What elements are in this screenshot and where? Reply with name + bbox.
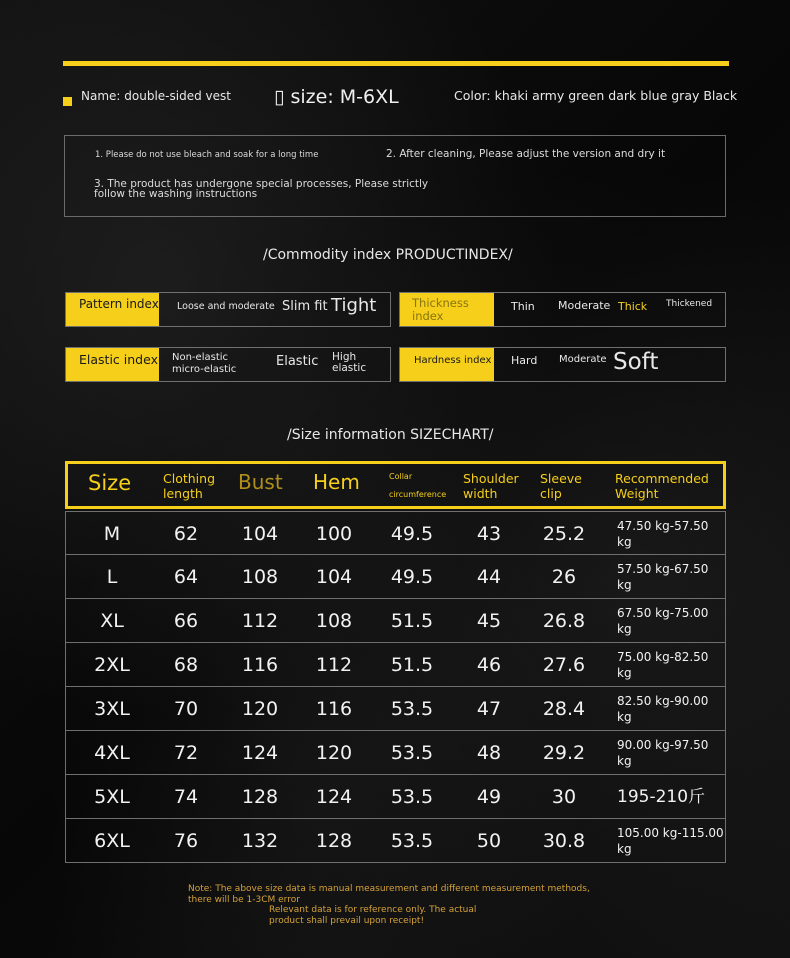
table-cell: 53.5 xyxy=(390,830,434,852)
table-cell: 44 xyxy=(476,566,502,588)
table-cell: 104 xyxy=(241,523,279,545)
top-accent-bar xyxy=(63,61,729,66)
measurement-note: Note: The above size data is manual measurement and different measurement methods, there will be 1-3CM error xyxy=(188,884,590,905)
table-cell: 49.5 xyxy=(390,523,434,545)
table-cell: 132 xyxy=(241,830,279,852)
commodity-index-title: /Commodity index PRODUCTINDEX/ xyxy=(263,247,513,263)
table-cell: 100 xyxy=(315,523,353,545)
table-cell: 76 xyxy=(173,830,199,852)
table-cell: 128 xyxy=(315,830,353,852)
table-cell: 112 xyxy=(315,654,353,676)
thickness-option-thin: Thin xyxy=(511,300,535,313)
table-cell: 28.4 xyxy=(542,698,586,720)
table-cell: 51.5 xyxy=(390,654,434,676)
elastic-option-elastic: Elastic xyxy=(276,354,319,369)
table-cell: 27.6 xyxy=(542,654,586,676)
table-cell: 53.5 xyxy=(390,742,434,764)
table-cell: 120 xyxy=(241,698,279,720)
table-cell: 74 xyxy=(173,786,199,808)
table-cell: 26 xyxy=(551,566,577,588)
table-cell: 51.5 xyxy=(390,610,434,632)
table-cell: 49.5 xyxy=(390,566,434,588)
hardness-option-hard: Hard xyxy=(511,354,538,367)
table-cell: 2XL xyxy=(94,654,130,676)
table-cell: M xyxy=(103,523,121,545)
table-cell: 112 xyxy=(241,610,279,632)
table-row xyxy=(65,555,726,599)
hardness-index-label: Hardness index xyxy=(400,348,494,381)
table-cell: 25.2 xyxy=(542,523,586,545)
size-chart-title: /Size information SIZECHART/ xyxy=(287,427,494,443)
table-cell: 47 xyxy=(476,698,502,720)
table-cell: XL xyxy=(100,610,124,632)
size-chart-table xyxy=(65,461,726,862)
size-range: ▯ size: M-6XL xyxy=(274,86,399,108)
pattern-option-tight: Tight xyxy=(331,295,377,316)
hardness-option-soft: Soft xyxy=(613,349,659,375)
pattern-index-label: Pattern index xyxy=(66,293,159,326)
table-cell: 26.8 xyxy=(542,610,586,632)
table-row xyxy=(65,775,726,819)
thickness-index-label: Thickness index xyxy=(400,293,494,326)
table-cell: 108 xyxy=(241,566,279,588)
reference-note: Relevant data is for reference only. The actual product shall prevail upon receipt! xyxy=(269,905,477,926)
pattern-index-box xyxy=(65,292,391,327)
table-cell: 62 xyxy=(173,523,199,545)
care-item-1: 1. Please do not use bleach and soak for a long time xyxy=(95,150,319,160)
thickness-option-thick: Thick xyxy=(618,300,648,313)
table-row xyxy=(65,511,726,555)
table-cell: 116 xyxy=(315,698,353,720)
care-item-2: 2. After cleaning, Please adjust the version and dry it xyxy=(386,148,666,160)
table-row xyxy=(65,819,726,863)
table-cell: 6XL xyxy=(94,830,130,852)
care-item-3: 3. The product has undergone special processes, Please strictly follow the washing instructions xyxy=(94,178,429,200)
table-cell: 105.00 kg-115.00 kg xyxy=(617,826,724,856)
header-recommended-weight: Recommended Weight xyxy=(615,471,709,501)
table-cell: L xyxy=(106,566,118,588)
pattern-option-slim: Slim fit xyxy=(282,299,328,314)
table-cell: 70 xyxy=(173,698,199,720)
header-sleeve-clip: Sleeve clip xyxy=(540,471,582,501)
table-cell: 75.00 kg-82.50 kg xyxy=(617,650,709,680)
table-cell: 57.50 kg-67.50 kg xyxy=(617,562,709,592)
table-cell: 5XL xyxy=(94,786,130,808)
header-bust: Bust xyxy=(238,470,283,494)
thickness-index-box xyxy=(399,292,726,327)
header-clothing-length: Clothing length xyxy=(163,471,216,501)
table-cell: 124 xyxy=(315,786,353,808)
table-cell: 72 xyxy=(173,742,199,764)
table-cell: 68 xyxy=(173,654,199,676)
table-cell: 64 xyxy=(173,566,199,588)
table-cell: 45 xyxy=(476,610,502,632)
table-cell: 43 xyxy=(476,523,502,545)
table-cell: 67.50 kg-75.00 kg xyxy=(617,606,709,636)
table-cell: 3XL xyxy=(94,698,130,720)
table-row xyxy=(65,599,726,643)
elastic-option-high: High elastic xyxy=(332,351,367,374)
size-chart-header xyxy=(65,461,726,509)
table-cell: 30.8 xyxy=(542,830,586,852)
table-cell: 82.50 kg-90.00 kg xyxy=(617,694,709,724)
hardness-option-moderate: Moderate xyxy=(559,354,607,365)
table-cell: 53.5 xyxy=(390,698,434,720)
elastic-index-label: Elastic index xyxy=(66,348,159,381)
thickness-option-thickened: Thickened xyxy=(666,299,713,309)
table-cell: 120 xyxy=(315,742,353,764)
elastic-option-non-elastic: Non-elastic micro-elastic xyxy=(172,352,237,375)
table-row xyxy=(65,731,726,775)
header-collar: Collar circumference xyxy=(389,472,447,499)
color-options: Color: khaki army green dark blue gray Black xyxy=(454,88,738,103)
product-name: Name: double-sided vest xyxy=(81,89,231,103)
table-cell: 30 xyxy=(551,786,577,808)
table-cell: 116 xyxy=(241,654,279,676)
header-shoulder-width: Shoulder width xyxy=(463,471,519,501)
elastic-index-box xyxy=(65,347,391,382)
table-cell: 124 xyxy=(241,742,279,764)
header-size: Size xyxy=(88,471,132,495)
table-cell: 195-210斤 xyxy=(617,787,706,807)
header-hem: Hem xyxy=(313,470,360,494)
table-cell: 47.50 kg-57.50 kg xyxy=(617,519,709,549)
table-cell: 50 xyxy=(476,830,502,852)
table-row xyxy=(65,687,726,731)
yellow-square-icon xyxy=(63,97,72,106)
thickness-option-moderate: Moderate xyxy=(558,299,611,312)
table-cell: 128 xyxy=(241,786,279,808)
table-cell: 4XL xyxy=(94,742,130,764)
table-row xyxy=(65,643,726,687)
table-cell: 53.5 xyxy=(390,786,434,808)
table-cell: 49 xyxy=(476,786,502,808)
table-cell: 90.00 kg-97.50 kg xyxy=(617,738,709,768)
table-cell: 66 xyxy=(173,610,199,632)
table-cell: 46 xyxy=(476,654,502,676)
table-cell: 29.2 xyxy=(542,742,586,764)
table-cell: 108 xyxy=(315,610,353,632)
pattern-option-loose: Loose and moderate xyxy=(177,301,275,312)
table-cell: 104 xyxy=(315,566,353,588)
table-cell: 48 xyxy=(476,742,502,764)
hardness-index-box xyxy=(399,347,726,382)
